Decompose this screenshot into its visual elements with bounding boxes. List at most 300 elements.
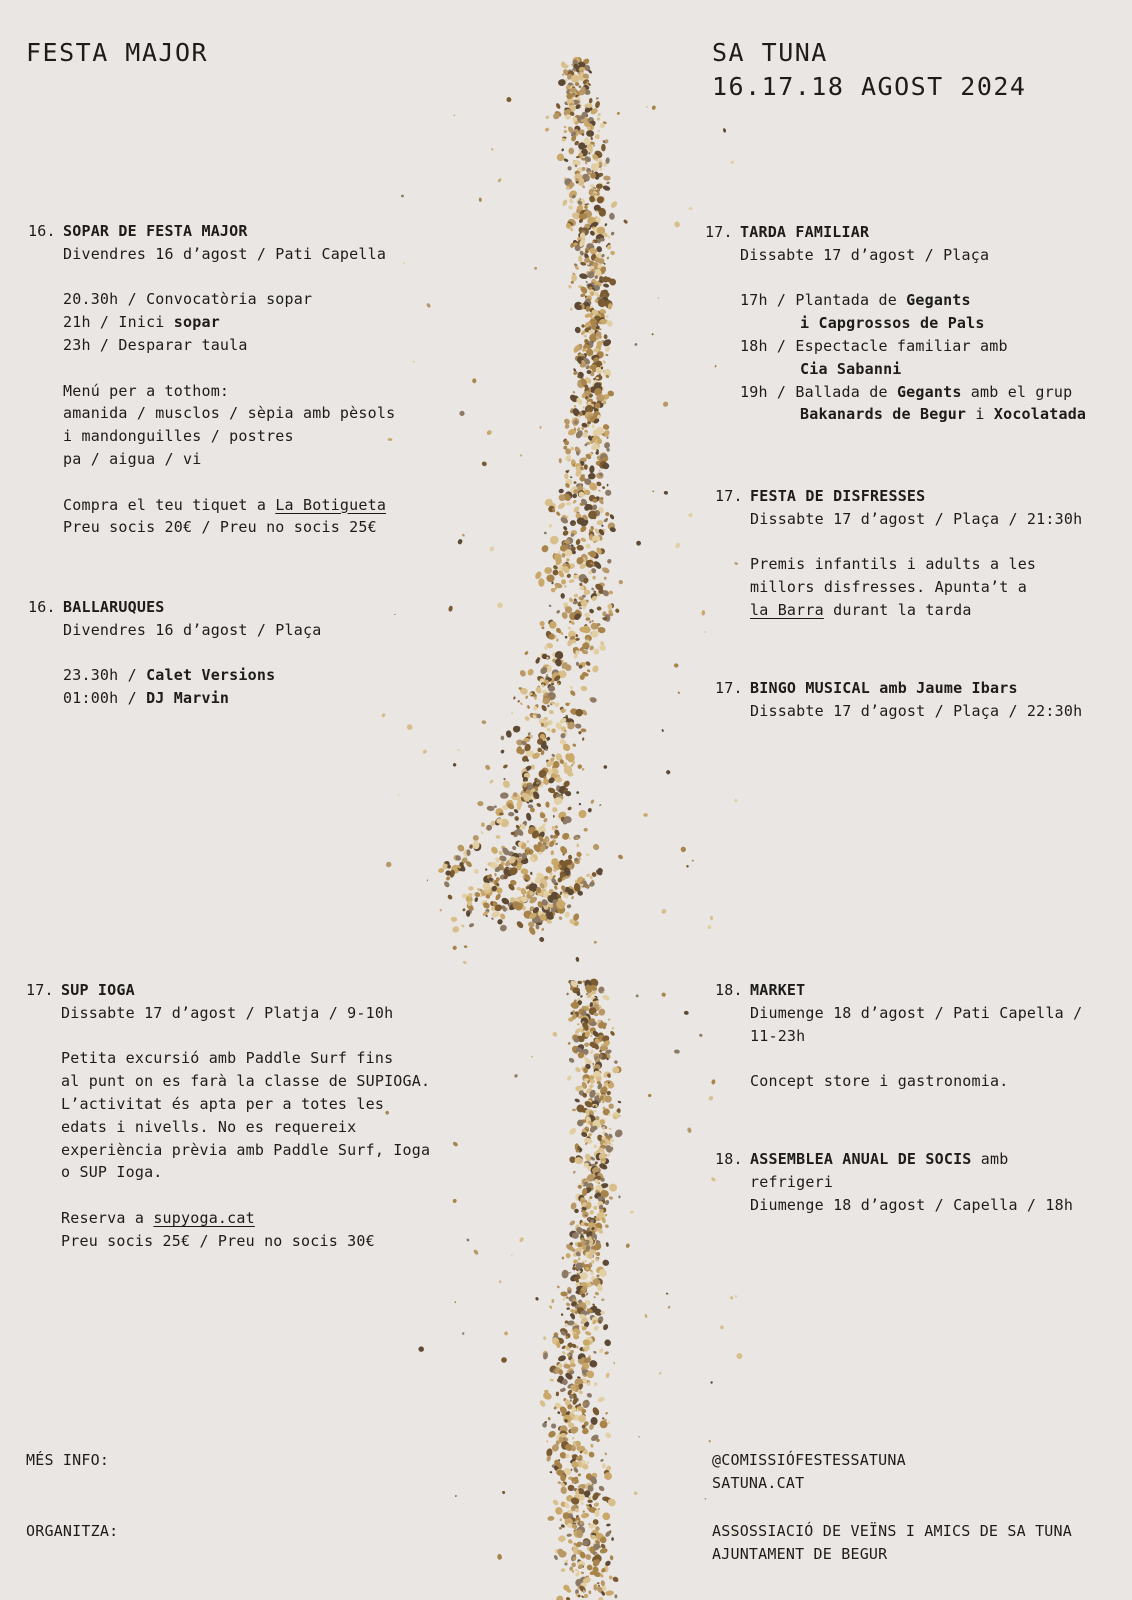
description-line: L’activitat és apta per a totes les (61, 1094, 385, 1113)
pebble (515, 920, 524, 929)
pebble (556, 1392, 559, 1397)
pebble (578, 1257, 581, 1261)
pebble (611, 1537, 614, 1541)
schedule-highlight: sopar (173, 313, 220, 332)
pebble (611, 1026, 615, 1030)
pebble (610, 231, 615, 236)
pebble (610, 1138, 615, 1142)
pebble (615, 608, 620, 614)
pebble (499, 924, 508, 933)
pebble (565, 636, 568, 639)
pebble (635, 540, 641, 546)
pebble (548, 524, 552, 528)
pebble (610, 200, 619, 209)
pebble (552, 807, 558, 813)
pebble (521, 896, 528, 902)
pebble (582, 606, 586, 610)
pebble (567, 166, 571, 171)
pebble (623, 219, 629, 225)
pebble (618, 579, 624, 585)
pebble (572, 1109, 576, 1112)
pebble (452, 945, 458, 951)
pebble (704, 631, 706, 633)
pebble (501, 736, 505, 741)
pebble (531, 1056, 533, 1058)
pebble (580, 685, 588, 692)
pebble (551, 753, 556, 757)
pebble (575, 538, 581, 545)
pebble (539, 1399, 547, 1408)
pebble (598, 469, 601, 472)
pebble (534, 266, 538, 270)
pebble (566, 558, 570, 562)
pebble (596, 1274, 600, 1278)
pebble (638, 1436, 639, 1438)
pebble (528, 926, 537, 936)
pebble (574, 326, 582, 334)
pebble (561, 1270, 569, 1279)
pebble (736, 1353, 742, 1359)
pebble (662, 401, 669, 408)
event-subtitle: Diumenge 18 d’agost / Pati Capella / (750, 1003, 1083, 1022)
pebble (684, 1011, 689, 1016)
pebble (565, 1253, 571, 1259)
pebble (513, 696, 516, 699)
pebble (601, 1511, 612, 1522)
pebble (708, 1095, 714, 1101)
pebble (559, 1527, 562, 1530)
pebble (614, 1594, 617, 1598)
pebble (545, 801, 550, 808)
pebble (588, 1451, 596, 1459)
pebble (398, 794, 400, 796)
pebble (710, 1381, 713, 1384)
pebble (455, 1495, 457, 1497)
pebble (661, 729, 664, 732)
website-link[interactable]: SATUNA.CAT (712, 1473, 805, 1492)
pebble (729, 1296, 734, 1301)
pebble (701, 610, 705, 616)
pebble (593, 145, 596, 147)
pebble (657, 297, 659, 299)
event-day: 17. (715, 679, 743, 697)
event-day: 18. (715, 981, 743, 999)
pebble (584, 1042, 590, 1048)
pebble (596, 97, 599, 100)
pebble (557, 501, 567, 510)
pebble (601, 566, 611, 574)
pebble (607, 484, 609, 487)
pebble (569, 685, 574, 689)
pebble (593, 1350, 597, 1354)
pebble (605, 314, 609, 318)
event-sup-ioga (26, 979, 430, 1253)
pebble (564, 585, 567, 589)
pebble (605, 1242, 609, 1247)
pebble (463, 960, 468, 964)
pebble (505, 96, 512, 103)
pebble (552, 1031, 558, 1037)
pebble (605, 1412, 608, 1415)
pebble (605, 354, 608, 357)
pebble (575, 1571, 581, 1577)
pebble (576, 1346, 579, 1349)
pebble (593, 1325, 600, 1332)
pebble (582, 737, 584, 740)
pebble (608, 1196, 613, 1200)
pebble (572, 743, 577, 747)
pebble (605, 1372, 610, 1378)
schedule-line: 18h / Espectacle familiar amb (740, 336, 1008, 355)
event-market (715, 979, 1082, 1093)
pebble (514, 1074, 519, 1079)
pebble (575, 1569, 578, 1571)
pebble (567, 806, 572, 811)
pebble (565, 1596, 570, 1600)
pebble (579, 250, 585, 256)
pebble (586, 130, 595, 137)
pebble (556, 153, 565, 162)
pebble (608, 1127, 611, 1130)
pebble (644, 1314, 648, 1319)
pebble (607, 1421, 611, 1425)
pebble (734, 1295, 738, 1298)
pebble (630, 1211, 634, 1214)
pebble (602, 360, 606, 365)
pebble (511, 1254, 513, 1256)
pebble (686, 865, 689, 868)
pebble (549, 1378, 554, 1382)
pebble (604, 1452, 607, 1455)
pebble (661, 908, 668, 915)
pebble (692, 859, 695, 861)
pebble (550, 850, 554, 855)
organizer-name: AJUNTAMENT DE BEGUR (712, 1544, 888, 1563)
pebble (607, 235, 610, 239)
pebble (570, 447, 574, 451)
pebble (543, 1336, 546, 1340)
pebble (556, 1595, 564, 1600)
pebble (573, 405, 576, 408)
pebble (553, 815, 555, 818)
pebble (426, 303, 431, 309)
pebble (552, 569, 559, 576)
more-info-block (712, 1449, 906, 1495)
pebble (707, 925, 711, 929)
pebble (503, 1331, 508, 1336)
pebble (651, 105, 656, 111)
pebble (570, 476, 573, 478)
event-title: BINGO MUSICAL amb Jaume Ibars (750, 679, 1018, 697)
pebble (494, 893, 501, 901)
pebble (427, 879, 428, 881)
pebble (568, 855, 573, 860)
pebble (566, 1075, 572, 1082)
pebble (592, 424, 595, 428)
schedule-highlight: Cia Sabanni (800, 359, 902, 378)
pebble (609, 213, 615, 220)
pebble (561, 148, 564, 152)
pebble (590, 1271, 594, 1275)
pebble (552, 564, 558, 570)
schedule-line: 17h / Plantada de (740, 291, 907, 310)
pebble (572, 390, 576, 394)
pebble (571, 1562, 576, 1567)
pebble (583, 1594, 589, 1599)
pebble (581, 324, 586, 329)
pebble (556, 1285, 560, 1289)
pebble (610, 250, 616, 255)
pebble (539, 426, 542, 429)
pebble (597, 1396, 605, 1403)
pebble (561, 1351, 566, 1355)
pebble (558, 551, 561, 554)
pebble (544, 567, 552, 574)
event-subtitle: 11-23h (750, 1026, 806, 1045)
description-line: Concept store i gastronomia. (750, 1072, 1009, 1091)
pebble (451, 925, 460, 934)
pebble (524, 651, 529, 656)
event-ballaruques (28, 596, 321, 710)
pebble (555, 511, 561, 517)
pebble (572, 505, 580, 513)
pebble (719, 1325, 724, 1330)
pebble (491, 917, 494, 920)
pebble (593, 941, 597, 944)
event-title: MARKET (750, 981, 806, 999)
pebble (617, 854, 624, 860)
pebble (562, 1256, 565, 1259)
pebble (499, 1280, 502, 1283)
pebble (566, 502, 571, 505)
pebble (555, 842, 559, 845)
pebble (576, 545, 584, 551)
pebble (602, 994, 611, 1001)
event-day: 17. (26, 981, 54, 999)
pebble (608, 590, 613, 595)
pebble (569, 1219, 576, 1226)
instagram-handle[interactable]: @COMISSIÓFESTESSATUNA (712, 1451, 906, 1469)
pebble (663, 491, 668, 495)
pebble (588, 808, 593, 813)
pebble (652, 490, 655, 493)
pebble (605, 1224, 610, 1228)
schedule-line: 01:00h / (63, 689, 147, 708)
pebble (590, 1444, 593, 1448)
pebble (474, 897, 478, 903)
pebble (462, 1332, 465, 1335)
pebble (665, 769, 671, 775)
pebble (468, 886, 474, 891)
pebble (481, 720, 486, 725)
pebble (599, 804, 602, 807)
pebble (583, 1137, 593, 1144)
pebble (452, 1198, 457, 1203)
event-subtitle: Divendres 16 d’agost / Plaça (63, 620, 322, 639)
pebble (563, 158, 569, 163)
pebble (541, 928, 544, 932)
pebble (613, 1362, 615, 1365)
pebble (581, 1512, 590, 1519)
pebble (625, 1243, 630, 1248)
schedule-line: 20.30h / Convocatòria sopar (63, 290, 313, 309)
pebble (562, 199, 568, 207)
pebble (553, 1554, 559, 1560)
pebble (589, 1084, 595, 1089)
pebble (609, 1575, 613, 1579)
pebble (604, 1431, 612, 1439)
pebble (589, 465, 595, 473)
event-bingo (715, 677, 1082, 723)
pebble (519, 669, 527, 678)
pebble (590, 136, 593, 140)
pebble (554, 1506, 564, 1516)
event-subtitle: Dissabte 17 d’agost / Plaça / 21:30h (750, 509, 1083, 528)
organizer-name: ASSOSSIACIÓ DE VEÏNS I AMICS DE SA TUNA (712, 1522, 1072, 1540)
pebble (586, 617, 591, 621)
pebble (597, 130, 600, 133)
pebble (514, 815, 520, 821)
pebble (566, 573, 572, 579)
pebble (491, 148, 494, 151)
pebble (674, 1049, 680, 1054)
pebble (559, 1518, 562, 1521)
description-line: millors disfresses. Apunta’t a (750, 578, 1027, 597)
la-barra-link[interactable]: la Barra (750, 600, 824, 619)
pebble (563, 125, 566, 128)
event-subtitle: Dissabte 17 d’agost / Plaça (740, 245, 990, 264)
pebble (580, 1501, 584, 1505)
pebble (578, 255, 583, 262)
pebble (674, 542, 681, 549)
pebble (592, 1205, 598, 1211)
pebble (603, 1338, 612, 1347)
pebble (443, 880, 451, 888)
event-sopar (28, 220, 395, 539)
pebble (591, 620, 594, 623)
pebble (699, 1034, 703, 1037)
pebble (602, 1463, 606, 1469)
pebble (572, 1170, 576, 1174)
pebble (600, 1580, 605, 1587)
pebble (481, 461, 488, 467)
pebble (561, 579, 566, 585)
pebble (594, 1110, 597, 1112)
pebble (445, 876, 451, 882)
pebble (609, 1183, 618, 1192)
pebble (462, 533, 466, 537)
pebble (479, 197, 482, 201)
pebble (451, 917, 458, 923)
pebble (584, 828, 588, 832)
more-info-label: MÉS INFO: (26, 1451, 110, 1469)
pebble (568, 205, 574, 210)
location-title: SA TUNA (712, 38, 828, 67)
pebble (570, 308, 573, 311)
pebble (484, 764, 491, 771)
pebble (540, 704, 547, 712)
pebble (580, 995, 584, 999)
pebble (584, 1553, 592, 1561)
pebble (555, 102, 561, 109)
page-title: FESTA MAJOR (26, 38, 209, 67)
pebble (614, 1060, 619, 1064)
pebble (594, 100, 601, 108)
pebble (560, 1486, 568, 1495)
pebble (618, 1195, 621, 1198)
pebble (385, 861, 392, 868)
pebble (594, 1291, 599, 1296)
pebble (550, 1422, 557, 1429)
pebble (556, 638, 559, 642)
dates-title: 16.17.18 AGOST 2024 (712, 72, 1027, 101)
pebble (661, 992, 666, 997)
pebble (548, 534, 560, 546)
pebble (502, 764, 508, 769)
schedule-line: 19h / Ballada de (740, 382, 897, 401)
pebble (531, 764, 535, 769)
description-line: o SUP Ioga. (61, 1163, 163, 1182)
event-day: 16. (28, 598, 56, 616)
pebble (457, 749, 460, 752)
pebble (566, 904, 572, 910)
pebble (591, 1406, 600, 1416)
pebble (558, 488, 564, 493)
pebble (560, 1568, 565, 1572)
supyoga-link[interactable]: supyoga.cat (153, 1208, 255, 1227)
pebble (520, 868, 529, 876)
pebble (577, 809, 587, 819)
pebble (539, 621, 545, 627)
pebble (565, 702, 570, 706)
pebble (585, 543, 592, 550)
pebble (538, 578, 544, 587)
pebble (568, 1127, 577, 1136)
pebble (571, 274, 578, 282)
pebble (568, 284, 573, 289)
pebble (568, 1057, 575, 1064)
pebble (584, 205, 588, 209)
pebble (603, 400, 606, 404)
pebble (564, 912, 570, 918)
botigueta-link[interactable]: La Botigueta (275, 495, 387, 514)
pebble (607, 1018, 610, 1021)
pebble (586, 1392, 593, 1398)
event-title-suffix: refrigeri (750, 1172, 834, 1191)
pebble (575, 851, 582, 858)
event-subtitle: Diumenge 18 d’agost / Capella / 18h (750, 1195, 1074, 1214)
pebble (560, 593, 565, 599)
pebble (563, 130, 567, 134)
pebble (582, 1510, 585, 1513)
pebble (581, 1571, 585, 1574)
pebble (604, 1351, 609, 1355)
pebble (688, 512, 694, 518)
pebble (666, 1292, 669, 1294)
pebble (677, 691, 680, 694)
menu-line: amanida / musclos / sèpia amb pèsols (63, 404, 396, 423)
pebble (500, 792, 509, 799)
pebble (589, 1209, 595, 1215)
pebble (586, 669, 590, 673)
event-title: BALLARUQUES (63, 598, 165, 616)
event-title: SOPAR DE FESTA MAJOR (63, 222, 248, 240)
description-line: Premis infantils i adults a les (750, 555, 1037, 574)
pebble (651, 333, 654, 336)
pebble (578, 802, 581, 805)
schedule-line: 23.30h / (63, 666, 147, 685)
pebble (472, 834, 480, 842)
